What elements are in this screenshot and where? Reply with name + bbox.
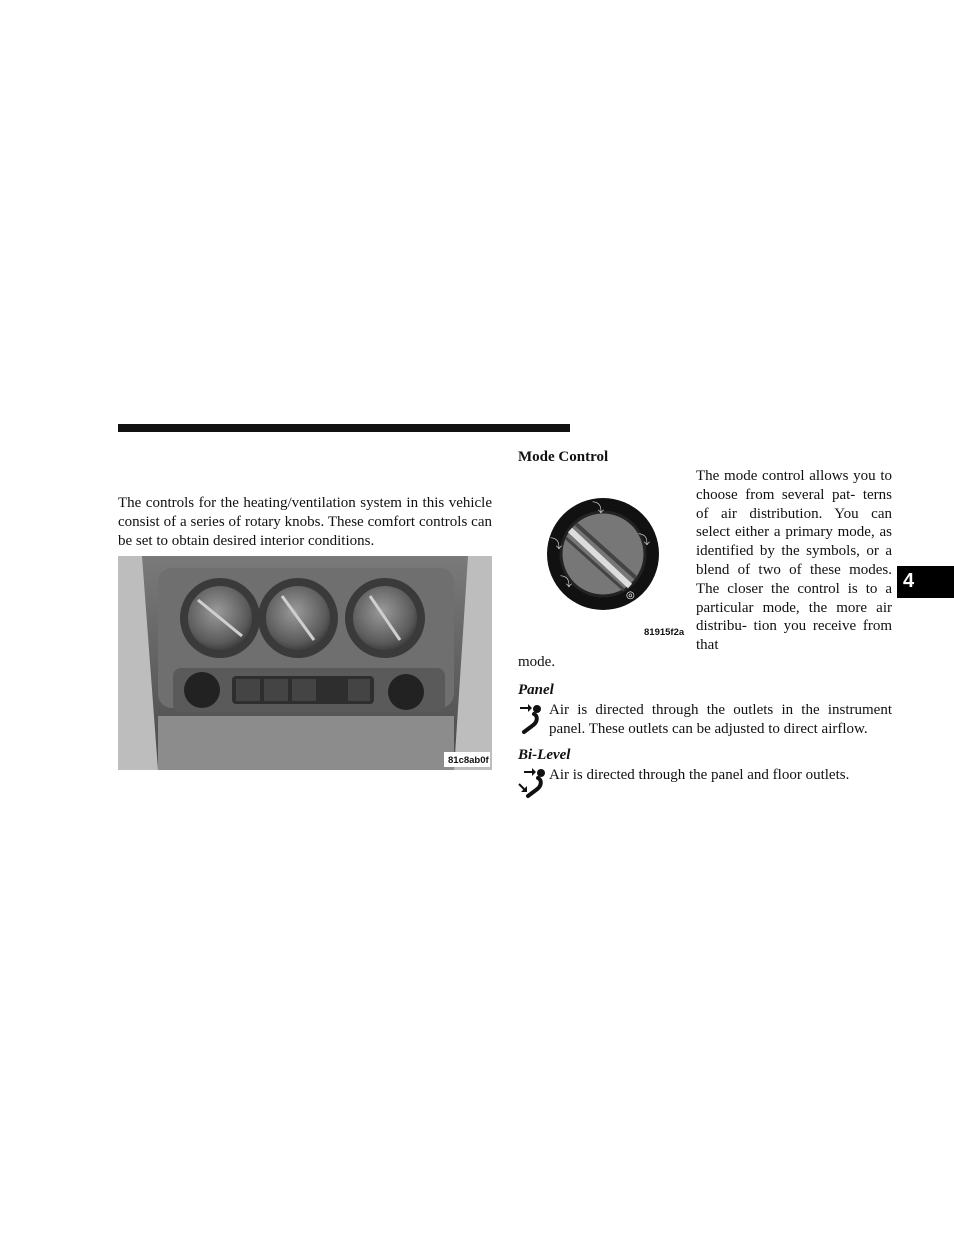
climate-control-photo bbox=[118, 556, 492, 770]
svg-text:⤵: ⤵ bbox=[550, 537, 563, 551]
mode-control-heading: Mode Control bbox=[518, 449, 609, 465]
intro-paragraph: The controls for the heating/ventilation system in this vehicle consist of a series of rotary knobs. These comfort controls can be set to obtain desired interior conditions. bbox=[118, 495, 492, 549]
chapter-tab bbox=[897, 566, 954, 598]
svg-text:◎: ◎ bbox=[626, 590, 635, 601]
mode-knob-figure bbox=[530, 490, 690, 640]
photo-code: 81c8ab0f bbox=[448, 755, 489, 766]
section-rule bbox=[118, 424, 570, 432]
svg-text:⤵: ⤵ bbox=[592, 501, 605, 515]
knob-figure-code: 81915f2a bbox=[644, 627, 685, 638]
mode-control-paragraph: The mode control allows you to choose from several pat- terns of air distribution. You can select either a primary mode, as identified by the symbols, or a blend of two of these modes. The closer the control is to a particular mode, the more air distribu- tion you receive from that bbox=[696, 468, 892, 654]
chapter-number: 4 bbox=[903, 570, 915, 592]
mode-control-paragraph-end: mode. bbox=[518, 654, 556, 670]
panel-description: Air is directed through the outlets in the instrument panel. These outlets can be adjusted to direct airflow. bbox=[549, 702, 892, 737]
panel-subheading: Panel bbox=[518, 682, 554, 698]
panel-mode-icon bbox=[518, 702, 544, 736]
bilevel-mode-icon bbox=[518, 766, 548, 800]
svg-text:⤵: ⤵ bbox=[560, 575, 573, 589]
svg-text:⤵: ⤵ bbox=[638, 533, 651, 547]
bilevel-description: Air is directed through the panel and floor outlets. bbox=[549, 767, 850, 783]
bilevel-subheading: Bi-Level bbox=[518, 747, 571, 763]
